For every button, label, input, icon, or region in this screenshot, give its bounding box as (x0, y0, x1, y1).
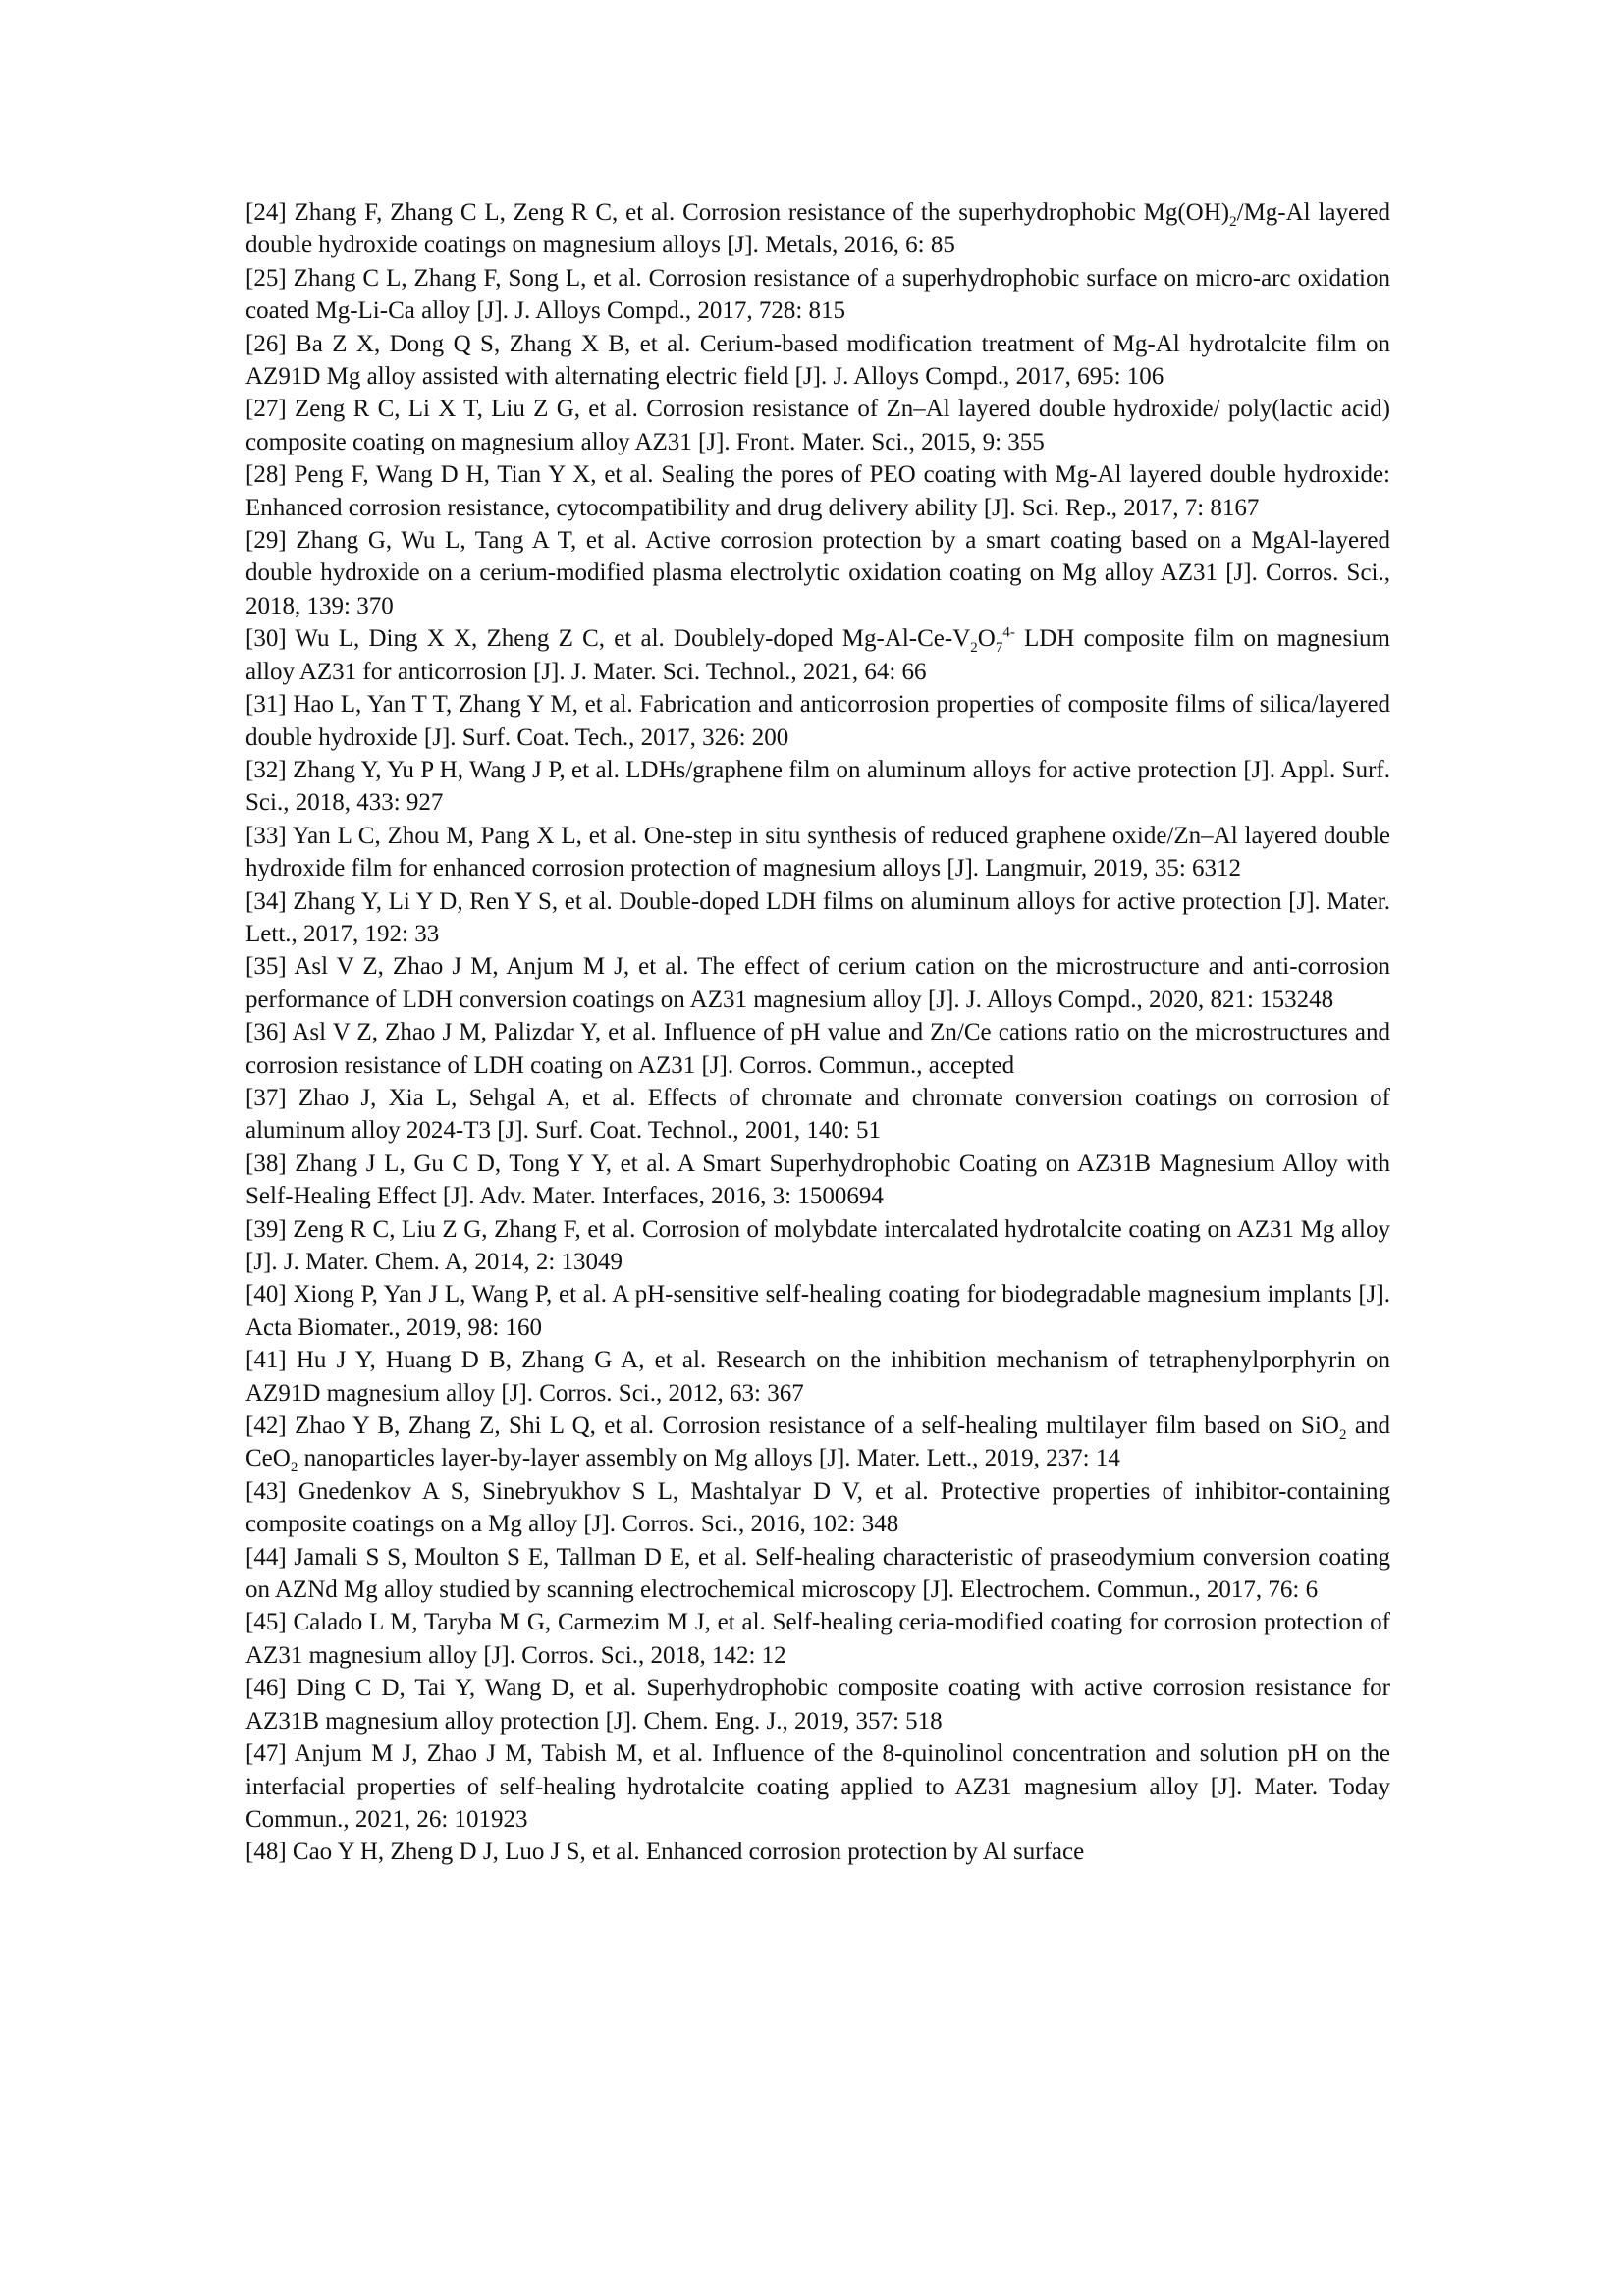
reference-text: [34] Zhang Y, Li Y D, Ren Y S, et al. Double-doped LDH films on aluminum alloys for active protection [J]. Mater. Lett., 2017, 192: 33 (245, 887, 1390, 947)
reference-entry (245, 1410, 1390, 1475)
reference-text: [25] Zhang C L, Zhang F, Song L, et al. Corrosion resistance of a superhydrophobic surface on micro-arc oxidation coated Mg-Li-Ca alloy [J]. J. Alloys Compd., 2017, 728: 815 (245, 264, 1390, 325)
reference-entry (245, 885, 1390, 951)
reference-text: [37] Zhao J, Xia L, Sehgal A, et al. Effects of chromate and chromate conversion coatings on corrosion of aluminum alloy 2024-T3 [J]. Surf. Coat. Technol., 2001, 140: 51 (245, 1084, 1390, 1145)
reference-text: [27] Zeng R C, Li X T, Liu Z G, et al. Corrosion resistance of Zn–Al layered double hydroxide/ poly(lactic acid) composite coating on magnesium alloy AZ31 [J]. Front. Mater. Sci., 2015, 9: 355 (245, 396, 1390, 455)
reference-entry (245, 1148, 1390, 1213)
reference-text: [48] Cao Y H, Zheng D J, Luo J S, et al. Enhanced corrosion protection by Al surface (245, 1839, 1085, 1866)
reference-entry (245, 458, 1390, 524)
reference-text: [24] Zhang F, Zhang C L, Zeng R C, et al. Corrosion resistance of the superhydrophobic Mg(OH) (245, 199, 1230, 226)
reference-text: [33] Yan L C, Zhou M, Pang X L, et al. One-step in situ synthesis of reduced graphene oxide/Zn–Al layered double hydroxide film for enhanced corrosion protection of magnesium alloys [J]. Langmuir, 2019, 35: 6312 (245, 822, 1390, 882)
superscript-text: 4- (1002, 624, 1015, 641)
reference-text: [32] Zhang Y, Yu P H, Wang J P, et al. LDHs/graphene film on aluminum alloys for active protection [J]. Appl. Surf. Sci., 2018, 433: 927 (245, 756, 1390, 817)
reference-text: [46] Ding C D, Tai Y, Wang D, et al. Superhydrophobic composite coating with active corrosion resistance for AZ31B magnesium alloy protection [J]. Chem. Eng. J., 2019, 357: 518 (245, 1675, 1390, 1735)
reference-entry (245, 1836, 1390, 1868)
reference-text: [43] Gnedenkov A S, Sinebryukhov S L, Mashtalyar D V, et al. Protective properties of inhibitor-containing composite coatings on a Mg alloy [J]. Corros. Sci., 2016, 102: 348 (245, 1477, 1390, 1538)
reference-entry (245, 328, 1390, 394)
reference-text: O (977, 625, 996, 653)
reference-entry (245, 820, 1390, 885)
reference-entry (245, 1278, 1390, 1344)
subscript-text: 2 (1229, 214, 1237, 230)
reference-text: [45] Calado L M, Taryba M G, Carmezim M J, et al. Self-healing ceria-modified coating for corrosion protection of AZ31 magnesium alloy [J]. Corros. Sci., 2018, 142: 12 (245, 1609, 1390, 1669)
reference-entry (245, 1213, 1390, 1279)
reference-text: [41] Hu J Y, Huang D B, Zhang G A, et al. Research on the inhibition mechanism of tetraphenylporphyrin on AZ91D magnesium alloy [J]. Corros. Sci., 2012, 63: 367 (245, 1347, 1390, 1407)
reference-entry (245, 1737, 1390, 1836)
reference-text: and CeO (245, 1413, 1390, 1472)
reference-text: LDH composite film on magnesium alloy AZ31 for anticorrosion [J]. J. Mater. Sci. Technol., 2021, 64: 66 (245, 625, 1390, 685)
subscript-text: 2 (970, 640, 978, 657)
reference-entry (245, 1606, 1390, 1672)
reference-text: [47] Anjum M J, Zhao J M, Tabish M, et al. Influence of the 8-quinolinol concentration and solution pH on the interfacial properties of self-healing hydrotalcite coating applied to AZ31 magnesium alloy [J]. Mater. Today Commun., 2021, 26: 101923 (245, 1740, 1390, 1833)
reference-text: [26] Ba Z X, Dong Q S, Zhang X B, et al. Cerium-based modification treatment of Mg-Al hydrotalcite film on AZ91D Mg alloy assisted with alternating electric field [J]. J. Alloys Compd., 2017, 695: 106 (245, 330, 1390, 391)
subscript-text: 2 (1338, 1427, 1347, 1444)
reference-text: [36] Asl V Z, Zhao J M, Palizdar Y, et al. Influence of pH value and Zn/Ce cations ratio on the microstructures and corrosion resistance of LDH coating on AZ31 [J]. Corros. Commun., accepted (245, 1019, 1390, 1079)
reference-entry (245, 1475, 1390, 1541)
subscript-text: 7 (995, 640, 1003, 657)
reference-text: /Mg-Al layered double hydroxide coatings on magnesium alloys [J]. Metals, 2016, 6: 85 (245, 199, 1391, 259)
reference-entry (245, 688, 1390, 754)
reference-entry (245, 1016, 1390, 1082)
reference-entry (245, 1082, 1390, 1148)
reference-entry (245, 622, 1390, 688)
reference-entry (245, 393, 1390, 458)
reference-text: [35] Asl V Z, Zhao J M, Anjum M J, et al. The effect of cerium cation on the microstructure and anti-corrosion performance of LDH conversion coatings on AZ31 magnesium alloy [J]. J. Alloys Compd., 2020, 821: 153248 (245, 953, 1390, 1013)
reference-text: [39] Zeng R C, Liu Z G, Zhang F, et al. Corrosion of molybdate intercalated hydrotalcite coating on AZ31 Mg alloy [J]. J. Mater. Chem. A, 2014, 2: 13049 (245, 1215, 1390, 1275)
reference-text: [28] Peng F, Wang D H, Tian Y X, et al. Sealing the pores of PEO coating with Mg-Al layered double hydroxide: Enhanced corrosion resistance, cytocompatibility and drug delivery ability [J]. Sci. Rep., 2017, 7: 8167 (245, 461, 1390, 521)
reference-entry (245, 754, 1390, 820)
reference-entry (245, 1541, 1390, 1607)
reference-text: [29] Zhang G, Wu L, Tang A T, et al. Active corrosion protection by a smart coating based on a MgAl-layered double hydroxide on a cerium-modified plasma electrolytic oxidation coating on Mg alloy AZ31 [J]. Corros. Sci., 2018, 139: 370 (245, 527, 1390, 619)
reference-entry (245, 1672, 1390, 1737)
reference-list (245, 196, 1390, 1869)
reference-entry (245, 1344, 1390, 1410)
reference-text: [40] Xiong P, Yan J L, Wang P, et al. A pH-sensitive self-healing coating for biodegradable magnesium implants [J]. Acta Biomater., 2019, 98: 160 (245, 1281, 1390, 1341)
reference-text: [31] Hao L, Yan T T, Zhang Y M, et al. Fabrication and anticorrosion properties of composite films of silica/layered double hydroxide [J]. Surf. Coat. Tech., 2017, 326: 200 (245, 691, 1390, 751)
reference-text: [42] Zhao Y B, Zhang Z, Shi L Q, et al. Corrosion resistance of a self-healing multilayer film based on SiO (245, 1413, 1339, 1440)
subscript-text: 2 (290, 1460, 298, 1476)
reference-entry (245, 196, 1390, 262)
reference-text: nanoparticles layer-by-layer assembly on Mg alloys [J]. Mater. Lett., 2019, 237: 14 (298, 1445, 1120, 1472)
reference-entry (245, 262, 1390, 328)
reference-text: [38] Zhang J L, Gu C D, Tong Y Y, et al. A Smart Superhydrophobic Coating on AZ31B Magnesium Alloy with Self-Healing Effect [J]. Adv. Mater. Interfaces, 2016, 3: 1500694 (245, 1149, 1390, 1210)
reference-text: [30] Wu L, Ding X X, Zheng Z C, et al. Doublely-doped Mg-Al-Ce-V (245, 625, 971, 653)
reference-entry (245, 950, 1390, 1016)
reference-text: [44] Jamali S S, Moulton S E, Tallman D E, et al. Self-healing characteristic of praseodymium conversion coating on AZNd Mg alloy studied by scanning electrochemical microscopy [J]. Electrochem. Commun., 2017, 76: 6 (245, 1543, 1390, 1604)
reference-entry (245, 524, 1390, 622)
